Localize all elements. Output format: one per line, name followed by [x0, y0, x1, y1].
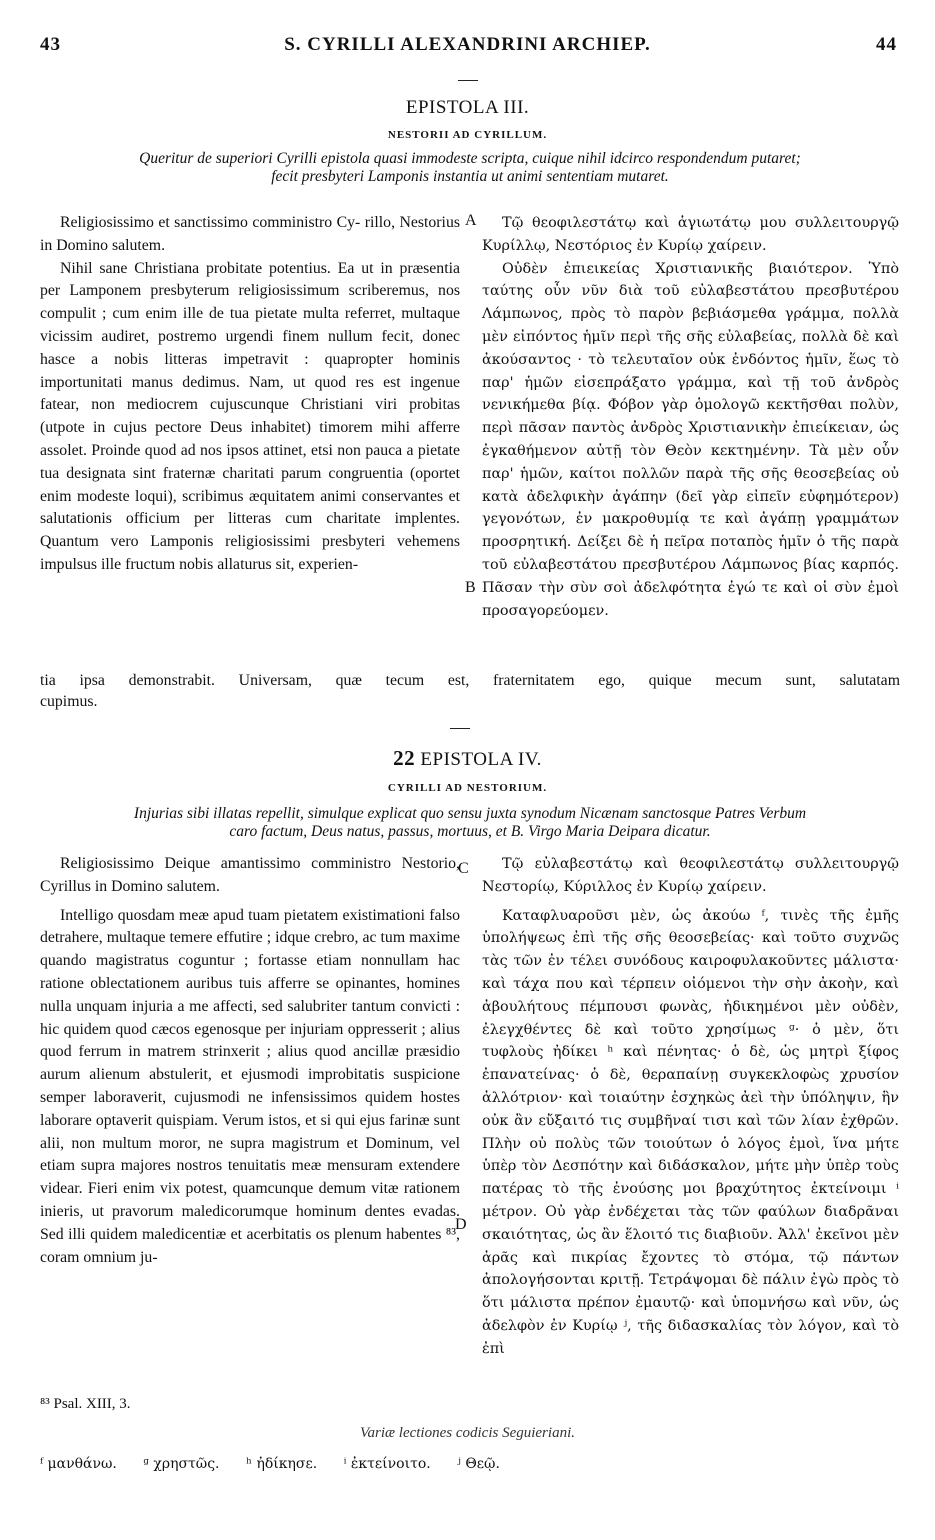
- epistola3-title: EPISTOLA III.: [405, 97, 530, 118]
- variants-heading: Variæ lectiones codicis Seguieriani.: [360, 1425, 575, 1441]
- footnote: ⁸³ Psal. XIII, 3.: [40, 1396, 131, 1412]
- column-marker-b: B: [465, 579, 476, 596]
- epistola4-title: EPISTOLA IV.: [420, 749, 542, 770]
- greek-body: Οὐδὲν ἐπιεικείας Χριστιανικῆς βιαιότερον. Ὑπὸ ταύτης οὖν νῦν διὰ τοῦ εὐλαβεστάτου πρεσβυτέρου Λάμπωνος, πρὸς τὸ παρὸν βεβιάσμεθα γράμμα, πολλὰ μὲν εἰπόντος ἡμῖν περὶ τῆς σῆς εὐλαβείας, πολλὰ δὲ καὶ ἀκούσαντος · τὸ τελευταῖον οὐκ ἐνδόντος ἡμῖν, ἕως τὸ παρ' ἡμῶν εἰσεπράξατο γράμμα, καὶ τῇ τοῦ ἀνδρὸς νενικήμεθα βίᾳ. Φόβον γὰρ ὁμολογῶ κεκτῆσθαι πολὺν, περὶ πᾶσαν παντὸς ἀνδρὸς Χριστιανικὴν ἐπιείκειαν, ὡς ἐγκαθήμενον αὐτῇ τὸν Θεὸν κεκτημένην. Τὰ μὲν οὖν παρ' ἡμῶν, καίτοι πολλῶν παρὰ τῆς σῆς θεοσεβείας οὐ κατὰ ἀδελφικὴν ἀγάπην (δεῖ γὰρ εἰπεῖν εὐφημότερον) γεγονότων, ἐν μακροθυμίᾳ τε καὶ ἀγάπῃ γραμμάτων προσρητική. Δείξει δὲ ἡ πεῖρα ποταπὸς ἡμῖν ὁ τῆς παρὰ τοῦ εὐλαβεστάτου πρεσβυτέρου Λάμπωνος βίας καρπός. Πᾶσαν τὴν σὺν σοὶ ἀδελφότητα ἐγώ τε καὶ οἱ σὺν ἐμοὶ προσαγορεύομεν.: [482, 260, 899, 619]
- latin-salutation: Religiosissimo et sanctissimo comministro Cy- rillo, Nestorius in Domino salutem.: [40, 214, 460, 254]
- summary-line: caro factum, Deus natus, passus, mortuus, et B. Virgo Maria Deipara dicatur.: [229, 823, 711, 840]
- summary-line: Queritur de superiori Cyrilli epistola quasi immodeste scripta, cuique nihil idcirco respondendum putaret;: [139, 150, 801, 167]
- greek-salutation: Τῷ εὐλαβεστάτῳ καὶ θεοφιλεστάτῳ συλλειτουργῷ Νεστορίῳ, Κύριλλος ἐν Κυρίῳ χαίρειν.: [482, 856, 899, 895]
- running-title: S. CYRILLI ALEXANDRINI ARCHIEP.: [284, 34, 651, 55]
- variants-list: [40, 1456, 522, 1472]
- epistola4-subtitle: CYRILLI AD NESTORIUM.: [387, 782, 548, 794]
- latin-body: Nihil sane Christiana probitate potentius. Ea ut in præsentia per Lamponem presbyterum religiosissimum scriberemus, nos compulit ; cum enim ille de tua pietate multa referret, multaque vicissim audiret, postremo urgendi finem nullum fecit, donec hasce a nobis litteras impetravit : quapropter hominis importunitati manus dedimus. Nam, ut quod res est ingenue fatear, non mediocrem cujuscunque Christiani viri probitas (utpote in cujus pectore Deus inhabitet) timorem mihi afferre assolet. Proinde quod ad nos ipsos attinet, etsi non pauca a pietate tua designata sint fraternæ charitati parum congruentia (oportet enim modeste loqui), scribimus æquitatem animi conservantes et salutationis officium per litteras cum charitate implentes. Quantum vero Lamponis religiosissimi presbyteri vehemens impulsus ille fructum nobis allaturus sit, experien-: [40, 259, 460, 573]
- epistola4-latin-column: [40, 853, 460, 1378]
- epistola4-title-line: [0, 746, 935, 771]
- column-marker-a: A: [465, 212, 477, 229]
- title-rule: [458, 80, 478, 81]
- page-number-left: 43: [40, 34, 61, 55]
- variant-item: ʲ Θεῷ.: [457, 1456, 500, 1472]
- page-number-right: 44: [876, 34, 897, 55]
- epistola4-greek-column: [482, 853, 899, 1378]
- epistola3-greek-column: [482, 212, 899, 672]
- variant-item: ʰ ἠδίκησε.: [245, 1456, 318, 1472]
- latin-body: Intelligo quosdam meæ apud tuam pietatem existimationi falso detrahere, multaque temere effutire ; idque crebro, ac tum maxime quando magistratus coguntur ; fortasse etiam nonnullam hac ratione oblectationem auribus tuis afferre se opinantes, homines nulla unquam injuria a me affecti, sed salubriter tantum convicti : hic quidem quod cæcos egenosque per injuriam oppresserit ; alius quod ferrum in matrem strinxerit ; alius quod ancillæ præsidio aurum alienum abstulerit, et ejusmodi improbitatis suspicione semper laboraverit, cujusmodi ne infensissimos quidem hostes laborare optaverit quispiam. Verum istos, et si qui ejus farinæ sunt alii, non multum moror, ne supra magistrum et Dominum, vel etiam supra majores nostros tenuitatis meæ mensuram extendere videar. Fieri enim vix potest, quamcunque demum vitæ rationem inieris, ut pravorum maledicorumque hominum dentes evadas. Sed illi quidem maledicentiæ et acerbitatis os plenum habentes ⁸³, coram omnium ju-: [40, 906, 460, 1266]
- column-number: 22: [393, 746, 416, 770]
- greek-body: Καταφλυαροῦσι μὲν, ὡς ἀκούω ᶠ, τινὲς τῆς ἐμῆς ὑπολήψεως ἐπὶ τῆς σῆς θεοσεβείας· καὶ τοῦτο συχνῶς τὰς τῶν ἐν τέλει συνόδους καιροφυλακοῦντες μάλιστα· καὶ τάχα που καὶ τέρπειν οἰόμενοι τὴν σὴν ἀκοὴν, καὶ ἀβουλήτους πέμπουσι φωνὰς, ἠδικημένοι μὲν οὐδὲν, ἐλεγχθέντες δὲ καὶ τοῦτο χρησίμως ᵍ· ὁ μὲν, ὅτι τυφλοὺς ἠδίκει ʰ καὶ πένητας· ὁ δὲ, ὡς μητρὶ ξίφος ἐπανατείνας· ὁ δὲ, θεραπαίνῃ συγκεκλοφὼς χρυσίον ἀλλότριον· καὶ τοιαύτην ἐσχηκὼς ἀεὶ τὴν ὑπόληψιν, ἣν οὐκ ἂν εὔξαιτό τις συμβῆναί τισι καὶ τῶν λίαν ἐχθρῶν. Πλὴν οὐ πολὺς τῶν τοιούτων ὁ λόγος ἐμοὶ, ἵνα μήτε ὑπὲρ τὸν Δεσπότην καὶ διδάσκαλον, μήτε μὴν ὑπὲρ τοὺς πατέρας τὸ τῆς ἐνούσης μοι βραχύτητος ἐκτείνοιμι ⁱ μέτρον. Οὐ γὰρ ἐνδέχεται τὰς τῶν φαύλων διαδρᾶναι σκαιότητας, ὡς ἂν ἕλοιτό τις διαβιοῦν. Ἀλλ' ἐκεῖνοι μὲν ἀρᾶς καὶ πικρίας ἔχοντες τὸ στόμα, τῷ πάντων ἀπολογήσονται κριτῇ. Τετράψομαι δὲ πάλιν ἐγὼ πρὸς τὸ ὅτι μάλιστα πρέπον ἐμαυτῷ· καὶ ὑπομνήσω καὶ νῦν, ὡς ἀδελφὸν ἐν Κυρίῳ ʲ, τῆς διδασκαλίας τὸν λόγον, καὶ τὸ ἐπὶ: [482, 907, 899, 1357]
- summary-line: fecit presbyteri Lamponis instantia ut animi sententiam mutaret.: [271, 168, 669, 185]
- epistola3-subtitle: NESTORII AD CYRILLUM.: [387, 129, 548, 141]
- epistola3-closing-line: tia ipsa demonstrabit. Universam, quæ tecum est, fraternitatem ego, quique mecum sunt, salutatam: [40, 672, 900, 689]
- epistola4-summary: [30, 805, 910, 841]
- epistola3-latin-column: [40, 212, 460, 672]
- epistola3-closing-last: cupimus.: [40, 693, 98, 710]
- epistola3-summary: [30, 150, 910, 186]
- latin-salutation: Religiosissimo Deique amantissimo comministro Nestorio, Cyrillus in Domino salutem.: [40, 855, 460, 895]
- variant-item: ᵍ χρηστῶς.: [143, 1456, 220, 1472]
- section-rule: [450, 728, 470, 729]
- variant-item: ⁱ ἐκτείνοιτο.: [343, 1456, 431, 1472]
- greek-salutation: Τῷ θεοφιλεστάτῳ καὶ ἁγιωτάτῳ μου συλλειτουργῷ Κυρίλλῳ, Νεστόριος ἐν Κυρίῳ χαίρειν.: [482, 215, 899, 254]
- summary-line: Injurias sibi illatas repellit, simulque explicat quo sensu juxta synodum Nicænam sanctosque Patres Verbum: [133, 805, 807, 822]
- column-marker-c: C: [458, 860, 469, 877]
- variant-item: ᶠ μανθάνω.: [40, 1456, 117, 1472]
- column-marker-d: D: [455, 1216, 467, 1233]
